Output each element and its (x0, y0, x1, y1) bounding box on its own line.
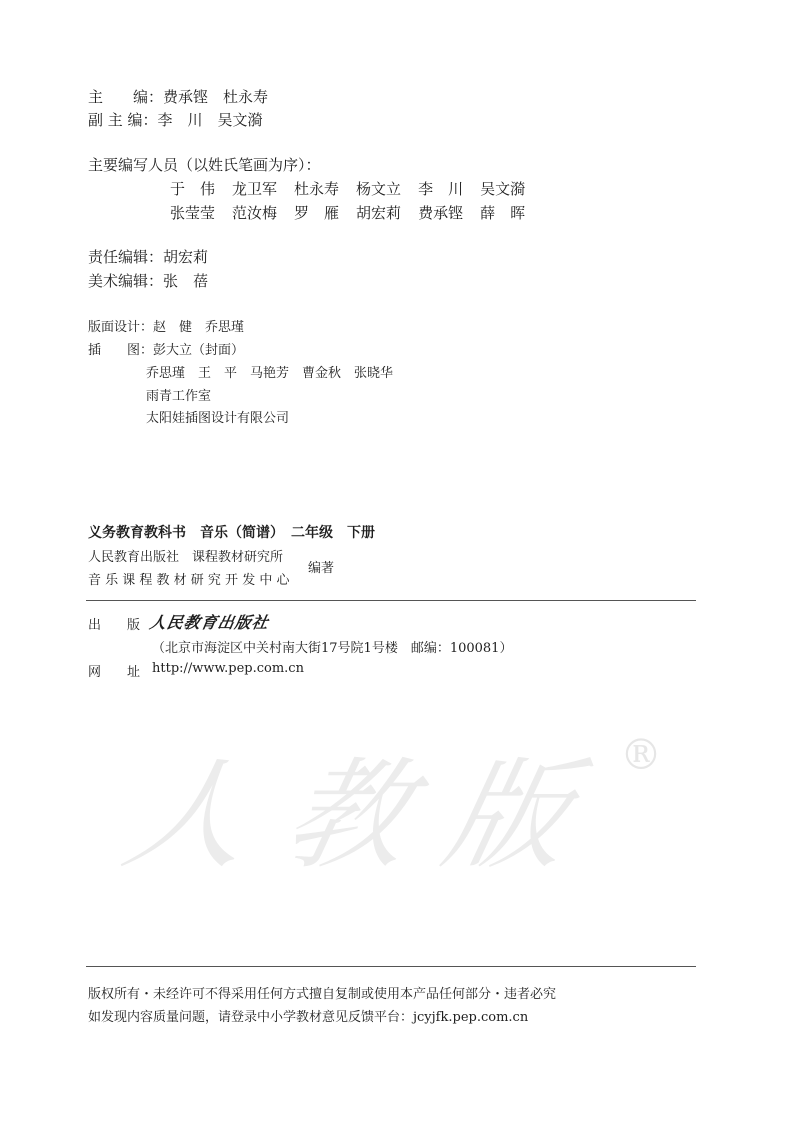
illustration-company: 太阳娃插图设计有限公司 (146, 411, 290, 426)
website-label: 网 址 (88, 665, 141, 680)
writer-name: 范汝梅 (232, 204, 278, 222)
art-editor-name: 张 蓓 (163, 272, 209, 290)
illustration-studio: 雨青工作室 (146, 389, 212, 404)
compiling-org-1: 人民教育出版社 课程教材研究所 (88, 550, 284, 565)
deputy-editor-line (88, 109, 263, 130)
writer-name: 张莹莹 (170, 204, 216, 222)
writers-row-2 (170, 202, 542, 223)
chief-editor-line (88, 86, 268, 107)
book-title: 义务教育教科书 音乐（简谱） 二年级 下册 (88, 525, 375, 541)
writers-label: 主要编写人员（以姓氏笔画为序）： (88, 156, 321, 174)
illustrators-line: 乔思瑾 王 平 马艳芳 曹金秋 张晓华 (146, 366, 394, 381)
art-editor-line (88, 270, 208, 291)
responsible-editor-line (88, 246, 208, 267)
writer-name: 罗 雁 (294, 204, 340, 222)
chief-editor-label: 主 编： (88, 88, 164, 106)
layout-design-label: 版面设计： (88, 320, 154, 335)
chief-editor-names: 费承铿 杜永寿 (163, 88, 269, 106)
art-editor-label: 美术编辑： (88, 272, 164, 290)
writer-name: 胡宏莉 (356, 204, 402, 222)
writer-name: 李 川 (418, 180, 464, 198)
compiling-org-2: 音 乐 课 程 教 材 研 究 开 发 中 心 (88, 573, 290, 588)
illustration-cover: 彭大立（封面） (153, 343, 245, 358)
writer-name: 费承铿 (418, 204, 464, 222)
responsible-editor-name: 胡宏莉 (163, 248, 209, 266)
website-url: http://www.pep.com.cn (152, 661, 304, 676)
compiled-label: 编著 (308, 561, 335, 576)
copyright-notice: 版权所有・未经许可不得采用任何方式擅自复制或使用本产品任何部分・违者必究 (88, 987, 557, 1002)
illustration-line (88, 339, 244, 358)
feedback-notice: 如发现内容质量问题，请登录中小学教材意见反馈平台：jcyjfk.pep.com.cn (88, 1010, 529, 1025)
deputy-editor-names: 李 川 吴文漪 (157, 111, 263, 129)
divider-top (86, 600, 696, 601)
writer-name: 杨文立 (356, 180, 402, 198)
deputy-editor-label: 副 主 编： (88, 111, 158, 129)
divider-bottom (86, 966, 696, 967)
publisher-address: （北京市海淀区中关村南大街17号院1号楼 邮编：100081） (152, 641, 513, 656)
writer-name: 杜永寿 (294, 180, 340, 198)
publisher-label: 出 版 (88, 618, 141, 633)
watermark-logo: 人教版 (112, 747, 623, 886)
responsible-editor-label: 责任编辑： (88, 248, 164, 266)
writer-name: 吴文漪 (480, 180, 526, 198)
illustration-label: 插 图： (88, 343, 154, 358)
writer-name: 于 伟 (170, 180, 216, 198)
registered-mark: ® (620, 730, 662, 779)
layout-design-names: 赵 健 乔思瑾 (153, 320, 245, 335)
writer-name: 薛 晖 (480, 204, 526, 222)
pep-watermark (112, 720, 700, 890)
writers-row-1 (170, 178, 542, 199)
layout-design-line (88, 316, 244, 335)
writer-name: 龙卫军 (232, 180, 278, 198)
publisher-logo: 人民教育出版社 (148, 613, 271, 632)
